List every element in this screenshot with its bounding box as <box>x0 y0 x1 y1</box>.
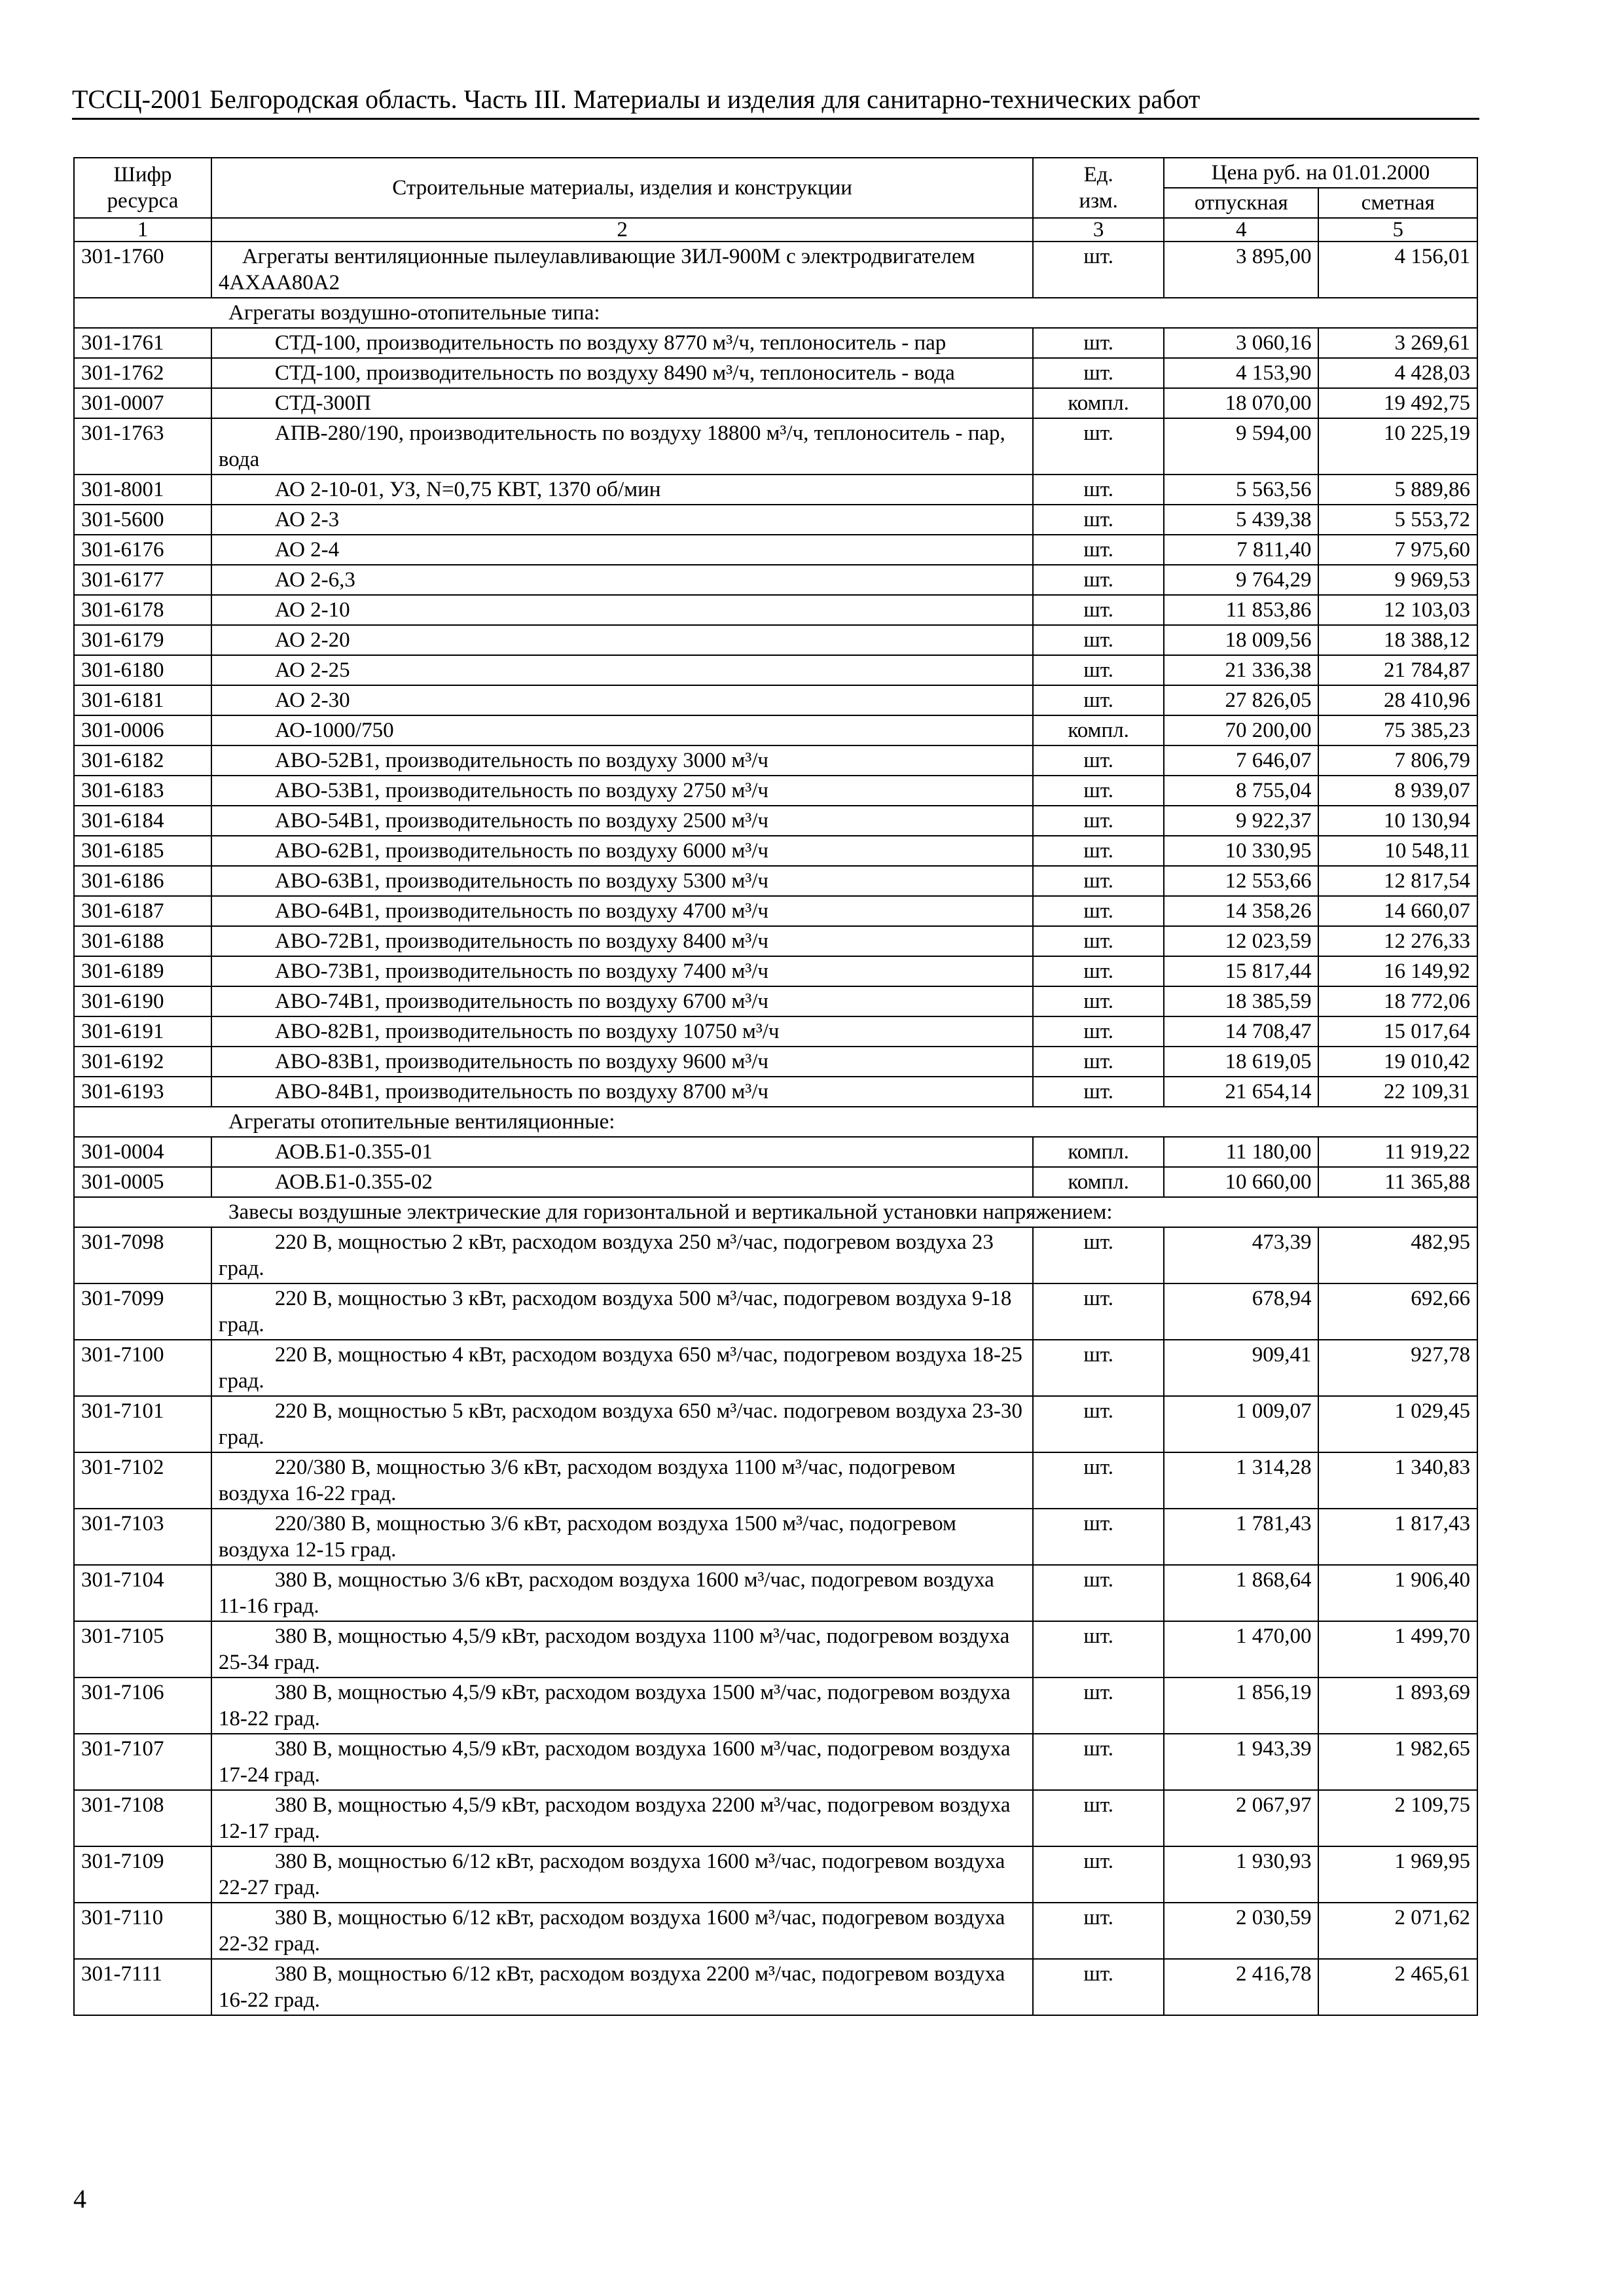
price-estimate: 2 109,75 <box>1318 1790 1477 1846</box>
price-estimate: 5 889,86 <box>1318 475 1477 505</box>
table-row <box>74 595 1477 625</box>
section-title: Агрегаты отопительные вентиляционные: <box>74 1107 1477 1137</box>
price-release: 1 470,00 <box>1164 1621 1318 1677</box>
resource-code: 301-6181 <box>74 685 211 715</box>
resource-code: 301-6192 <box>74 1047 211 1077</box>
price-release: 5 563,56 <box>1164 475 1318 505</box>
table-row <box>74 1734 1477 1790</box>
resource-code: 301-1760 <box>74 242 211 298</box>
price-estimate: 18 388,12 <box>1318 625 1477 655</box>
price-release: 1 856,19 <box>1164 1677 1318 1734</box>
header-price-estimate: сметная <box>1318 188 1477 218</box>
price-release: 12 553,66 <box>1164 866 1318 896</box>
resource-code: 301-6180 <box>74 655 211 685</box>
price-estimate: 11 919,22 <box>1318 1137 1477 1167</box>
price-release: 5 439,38 <box>1164 505 1318 535</box>
price-release: 3 895,00 <box>1164 242 1318 298</box>
resource-code: 301-7109 <box>74 1846 211 1903</box>
price-estimate: 1 817,43 <box>1318 1509 1477 1565</box>
price-release: 18 619,05 <box>1164 1047 1318 1077</box>
table-row <box>74 1959 1477 2015</box>
resource-code: 301-1762 <box>74 358 211 388</box>
price-estimate: 10 130,94 <box>1318 806 1477 836</box>
table-row <box>74 1227 1477 1283</box>
table-row <box>74 806 1477 836</box>
resource-code: 301-6187 <box>74 896 211 926</box>
unit: шт. <box>1033 475 1164 505</box>
price-release: 1 930,93 <box>1164 1846 1318 1903</box>
resource-name: АОВ.Б1-0.355-02 <box>211 1167 1033 1197</box>
resource-name: 220 В, мощностью 3 кВт, расходом воздуха 500 м³/час, подогревом воздуха 9-18 град. <box>211 1283 1033 1340</box>
table-row <box>74 535 1477 565</box>
table-row <box>74 896 1477 926</box>
unit: шт. <box>1033 1016 1164 1047</box>
unit: шт. <box>1033 986 1164 1016</box>
section-row <box>74 1197 1477 1227</box>
resource-name: 380 В, мощностью 6/12 кВт, расходом воздуха 1600 м³/час, подогревом воздуха 22-32 град. <box>211 1903 1033 1959</box>
price-release: 11 853,86 <box>1164 595 1318 625</box>
table-row <box>74 1509 1477 1565</box>
price-estimate: 7 806,79 <box>1318 745 1477 776</box>
table-row <box>74 685 1477 715</box>
price-estimate: 11 365,88 <box>1318 1167 1477 1197</box>
price-release: 4 153,90 <box>1164 358 1318 388</box>
resource-name: СТД-100, производительность по воздуху 8770 м³/ч, теплоноситель - пар <box>211 328 1033 358</box>
resource-code: 301-6189 <box>74 956 211 986</box>
header-unit-line2: изм. <box>1079 189 1118 213</box>
resource-code: 301-5600 <box>74 505 211 535</box>
section-title: Завесы воздушные электрические для горизонтальной и вертикальной установки напряжением: <box>74 1197 1477 1227</box>
price-release: 1 314,28 <box>1164 1452 1318 1509</box>
table-row <box>74 956 1477 986</box>
price-table-body <box>74 158 1477 2015</box>
resource-code: 301-6188 <box>74 926 211 956</box>
page-header: ТССЦ-2001 Белгородская область. Часть III. Материалы и изделия для санитарно-технических работ <box>72 84 1200 114</box>
price-estimate: 4 156,01 <box>1318 242 1477 298</box>
resource-code: 301-7107 <box>74 1734 211 1790</box>
unit: шт. <box>1033 1790 1164 1846</box>
price-release: 18 385,59 <box>1164 986 1318 1016</box>
price-release: 1 868,64 <box>1164 1565 1318 1621</box>
unit: компл. <box>1033 715 1164 745</box>
price-estimate: 28 410,96 <box>1318 685 1477 715</box>
unit: шт. <box>1033 685 1164 715</box>
resource-name: АВО-84В1, производительность по воздуху 8700 м³/ч <box>211 1077 1033 1107</box>
table-row <box>74 1283 1477 1340</box>
price-estimate: 19 492,75 <box>1318 388 1477 418</box>
unit: шт. <box>1033 565 1164 595</box>
price-release: 909,41 <box>1164 1340 1318 1396</box>
unit: шт. <box>1033 625 1164 655</box>
resource-name: 380 В, мощностью 4,5/9 кВт, расходом воздуха 2200 м³/час, подогревом воздуха 12-17 град. <box>211 1790 1033 1846</box>
resource-name: АВО-83В1, производительность по воздуху 9600 м³/ч <box>211 1047 1033 1077</box>
table-row <box>74 1621 1477 1677</box>
resource-name: 380 В, мощностью 6/12 кВт, расходом воздуха 1600 м³/час, подогревом воздуха 22-27 град. <box>211 1846 1033 1903</box>
unit: шт. <box>1033 1340 1164 1396</box>
table-row <box>74 1846 1477 1903</box>
price-estimate: 14 660,07 <box>1318 896 1477 926</box>
resource-name: АО 2-20 <box>211 625 1033 655</box>
resource-name: АВО-64В1, производительность по воздуху 4700 м³/ч <box>211 896 1033 926</box>
price-estimate: 927,78 <box>1318 1340 1477 1396</box>
price-estimate: 75 385,23 <box>1318 715 1477 745</box>
header-name: Строительные материалы, изделия и конструкции <box>211 158 1033 218</box>
unit: шт. <box>1033 1077 1164 1107</box>
unit: шт. <box>1033 535 1164 565</box>
table-row <box>74 565 1477 595</box>
price-release: 14 358,26 <box>1164 896 1318 926</box>
unit: шт. <box>1033 358 1164 388</box>
column-number: 5 <box>1318 218 1477 242</box>
price-estimate: 21 784,87 <box>1318 655 1477 685</box>
resource-name: 220/380 В, мощностью 3/6 кВт, расходом воздуха 1100 м³/час, подогревом воздуха 16-22 град. <box>211 1452 1033 1509</box>
table-row <box>74 1677 1477 1734</box>
table-row <box>74 505 1477 535</box>
unit: шт. <box>1033 776 1164 806</box>
price-release: 9 764,29 <box>1164 565 1318 595</box>
table-row <box>74 745 1477 776</box>
price-estimate: 1 340,83 <box>1318 1452 1477 1509</box>
resource-name: АО 2-10-01, УЗ, N=0,75 КВТ, 1370 об/мин <box>211 475 1033 505</box>
price-estimate: 1 029,45 <box>1318 1396 1477 1452</box>
unit: шт. <box>1033 1903 1164 1959</box>
resource-code: 301-7105 <box>74 1621 211 1677</box>
column-number-row <box>74 218 1477 242</box>
price-release: 15 817,44 <box>1164 956 1318 986</box>
price-estimate: 7 975,60 <box>1318 535 1477 565</box>
resource-name: АВО-82В1, производительность по воздуху 10750 м³/ч <box>211 1016 1033 1047</box>
resource-name: АВО-54В1, производительность по воздуху 2500 м³/ч <box>211 806 1033 836</box>
table-row <box>74 715 1477 745</box>
table-row <box>74 1340 1477 1396</box>
price-estimate: 12 817,54 <box>1318 866 1477 896</box>
price-release: 7 811,40 <box>1164 535 1318 565</box>
price-release: 473,39 <box>1164 1227 1318 1283</box>
table-row <box>74 358 1477 388</box>
header-price-release: отпускная <box>1164 188 1318 218</box>
price-estimate: 12 276,33 <box>1318 926 1477 956</box>
unit: шт. <box>1033 745 1164 776</box>
section-title: Агрегаты воздушно-отопительные типа: <box>74 298 1477 328</box>
resource-code: 301-6193 <box>74 1077 211 1107</box>
resource-code: 301-6186 <box>74 866 211 896</box>
resource-code: 301-7111 <box>74 1959 211 2015</box>
price-release: 27 826,05 <box>1164 685 1318 715</box>
price-estimate: 2 071,62 <box>1318 1903 1477 1959</box>
unit: шт. <box>1033 926 1164 956</box>
price-estimate: 1 982,65 <box>1318 1734 1477 1790</box>
price-release: 11 180,00 <box>1164 1137 1318 1167</box>
resource-name: Агрегаты вентиляционные пылеулавливающие ЗИЛ-900М с электродвигателем 4АХАА80А2 <box>211 242 1033 298</box>
resource-code: 301-7100 <box>74 1340 211 1396</box>
resource-code: 301-7102 <box>74 1452 211 1509</box>
table-row <box>74 1396 1477 1452</box>
header-code-line2: ресурса <box>107 189 179 213</box>
resource-name: 220 В, мощностью 4 кВт, расходом воздуха 650 м³/час, подогревом воздуха 18-25 град. <box>211 1340 1033 1396</box>
unit: шт. <box>1033 328 1164 358</box>
price-estimate: 4 428,03 <box>1318 358 1477 388</box>
resource-name: АО 2-6,3 <box>211 565 1033 595</box>
price-estimate: 12 103,03 <box>1318 595 1477 625</box>
price-estimate: 22 109,31 <box>1318 1077 1477 1107</box>
unit: шт. <box>1033 1509 1164 1565</box>
resource-name: 380 В, мощностью 3/6 кВт, расходом воздуха 1600 м³/час, подогревом воздуха 11-16 град. <box>211 1565 1033 1621</box>
resource-code: 301-6185 <box>74 836 211 866</box>
column-number: 3 <box>1033 218 1164 242</box>
price-release: 3 060,16 <box>1164 328 1318 358</box>
resource-name: АПВ-280/190, производительность по воздуху 18800 м³/ч, теплоноситель - пар, вода <box>211 418 1033 475</box>
table-row <box>74 1790 1477 1846</box>
table-row <box>74 1016 1477 1047</box>
price-release: 2 030,59 <box>1164 1903 1318 1959</box>
resource-code: 301-7099 <box>74 1283 211 1340</box>
resource-code: 301-8001 <box>74 475 211 505</box>
table-row <box>74 625 1477 655</box>
table-row <box>74 986 1477 1016</box>
header-price: Цена руб. на 01.01.2000 <box>1164 158 1477 188</box>
resource-name: АВО-53В1, производительность по воздуху 2750 м³/ч <box>211 776 1033 806</box>
resource-code: 301-7101 <box>74 1396 211 1452</box>
unit: шт. <box>1033 806 1164 836</box>
unit: шт. <box>1033 1565 1164 1621</box>
unit: шт. <box>1033 418 1164 475</box>
price-release: 9 594,00 <box>1164 418 1318 475</box>
unit: шт. <box>1033 505 1164 535</box>
resource-code: 301-6177 <box>74 565 211 595</box>
header-unit-line1: Ед. <box>1083 163 1113 187</box>
table-row <box>74 388 1477 418</box>
unit: шт. <box>1033 1677 1164 1734</box>
column-number: 4 <box>1164 218 1318 242</box>
resource-name: 220/380 В, мощностью 3/6 кВт, расходом воздуха 1500 м³/час, подогревом воздуха 12-15 град. <box>211 1509 1033 1565</box>
table-row <box>74 328 1477 358</box>
resource-code: 301-0007 <box>74 388 211 418</box>
unit: шт. <box>1033 1621 1164 1677</box>
price-release: 21 336,38 <box>1164 655 1318 685</box>
unit: компл. <box>1033 1137 1164 1167</box>
unit: шт. <box>1033 1734 1164 1790</box>
price-estimate: 2 465,61 <box>1318 1959 1477 2015</box>
price-estimate: 1 969,95 <box>1318 1846 1477 1903</box>
price-estimate: 10 548,11 <box>1318 836 1477 866</box>
unit: шт. <box>1033 242 1164 298</box>
resource-code: 301-6182 <box>74 745 211 776</box>
unit: шт. <box>1033 655 1164 685</box>
header-code-cell <box>74 158 211 218</box>
price-estimate: 19 010,42 <box>1318 1047 1477 1077</box>
resource-code: 301-0004 <box>74 1137 211 1167</box>
price-release: 10 330,95 <box>1164 836 1318 866</box>
resource-name: АО 2-30 <box>211 685 1033 715</box>
table-row <box>74 242 1477 298</box>
resource-name: 380 В, мощностью 4,5/9 кВт, расходом воздуха 1100 м³/час, подогревом воздуха 25-34 град. <box>211 1621 1033 1677</box>
resource-name: 380 В, мощностью 4,5/9 кВт, расходом воздуха 1500 м³/час, подогревом воздуха 18-22 град. <box>211 1677 1033 1734</box>
resource-code: 301-7106 <box>74 1677 211 1734</box>
price-estimate: 3 269,61 <box>1318 328 1477 358</box>
unit: шт. <box>1033 1047 1164 1077</box>
unit: шт. <box>1033 1452 1164 1509</box>
price-release: 2 067,97 <box>1164 1790 1318 1846</box>
column-number: 1 <box>74 218 211 242</box>
unit: шт. <box>1033 896 1164 926</box>
resource-code: 301-6191 <box>74 1016 211 1047</box>
resource-code: 301-6184 <box>74 806 211 836</box>
table-row <box>74 776 1477 806</box>
unit: компл. <box>1033 388 1164 418</box>
price-release: 8 755,04 <box>1164 776 1318 806</box>
table-row <box>74 1903 1477 1959</box>
section-row <box>74 1107 1477 1137</box>
price-estimate: 1 906,40 <box>1318 1565 1477 1621</box>
price-estimate: 10 225,19 <box>1318 418 1477 475</box>
price-table <box>73 157 1478 2016</box>
table-row <box>74 1137 1477 1167</box>
resource-name: АО 2-3 <box>211 505 1033 535</box>
price-estimate: 9 969,53 <box>1318 565 1477 595</box>
price-release: 12 023,59 <box>1164 926 1318 956</box>
resource-name: АВО-52В1, производительность по воздуху 3000 м³/ч <box>211 745 1033 776</box>
price-release: 1 009,07 <box>1164 1396 1318 1452</box>
unit: шт. <box>1033 1227 1164 1283</box>
table-row <box>74 418 1477 475</box>
unit: компл. <box>1033 1167 1164 1197</box>
resource-code: 301-7108 <box>74 1790 211 1846</box>
resource-name: АВО-63В1, производительность по воздуху 5300 м³/ч <box>211 866 1033 896</box>
resource-name: АВО-72В1, производительность по воздуху 8400 м³/ч <box>211 926 1033 956</box>
price-estimate: 1 893,69 <box>1318 1677 1477 1734</box>
resource-code: 301-0006 <box>74 715 211 745</box>
header-row-top <box>74 158 1477 188</box>
table-row <box>74 1452 1477 1509</box>
price-release: 21 654,14 <box>1164 1077 1318 1107</box>
price-estimate: 18 772,06 <box>1318 986 1477 1016</box>
price-release: 70 200,00 <box>1164 715 1318 745</box>
resource-code: 301-1761 <box>74 328 211 358</box>
unit: шт. <box>1033 836 1164 866</box>
price-estimate: 15 017,64 <box>1318 1016 1477 1047</box>
price-release: 10 660,00 <box>1164 1167 1318 1197</box>
price-release: 18 009,56 <box>1164 625 1318 655</box>
table-row <box>74 1565 1477 1621</box>
section-row <box>74 298 1477 328</box>
resource-name: АВО-62В1, производительность по воздуху 6000 м³/ч <box>211 836 1033 866</box>
resource-name: АВО-74В1, производительность по воздуху 6700 м³/ч <box>211 986 1033 1016</box>
price-estimate: 8 939,07 <box>1318 776 1477 806</box>
price-estimate: 5 553,72 <box>1318 505 1477 535</box>
header-code-line1: Шифр <box>113 163 172 187</box>
price-release: 18 070,00 <box>1164 388 1318 418</box>
unit: шт. <box>1033 1396 1164 1452</box>
unit: шт. <box>1033 595 1164 625</box>
table-row <box>74 866 1477 896</box>
header-unit-cell <box>1033 158 1164 218</box>
resource-name: АОВ.Б1-0.355-01 <box>211 1137 1033 1167</box>
page-number: 4 <box>73 2184 86 2214</box>
price-estimate: 1 499,70 <box>1318 1621 1477 1677</box>
resource-code: 301-7098 <box>74 1227 211 1283</box>
resource-name: АВО-73В1, производительность по воздуху 7400 м³/ч <box>211 956 1033 986</box>
price-release: 7 646,07 <box>1164 745 1318 776</box>
unit: шт. <box>1033 956 1164 986</box>
table-row <box>74 1167 1477 1197</box>
table-row <box>74 836 1477 866</box>
resource-name: АО 2-25 <box>211 655 1033 685</box>
resource-code: 301-7103 <box>74 1509 211 1565</box>
unit: шт. <box>1033 1959 1164 2015</box>
resource-name: СТД-300П <box>211 388 1033 418</box>
header-rule <box>72 118 1479 120</box>
table-row <box>74 655 1477 685</box>
price-release: 1 781,43 <box>1164 1509 1318 1565</box>
table-row <box>74 926 1477 956</box>
resource-code: 301-6178 <box>74 595 211 625</box>
resource-name: 380 В, мощностью 6/12 кВт, расходом воздуха 2200 м³/час, подогревом воздуха 16-22 град. <box>211 1959 1033 2015</box>
price-release: 1 943,39 <box>1164 1734 1318 1790</box>
column-number: 2 <box>211 218 1033 242</box>
table-row <box>74 1077 1477 1107</box>
resource-name: АО-1000/750 <box>211 715 1033 745</box>
unit: шт. <box>1033 866 1164 896</box>
resource-code: 301-7110 <box>74 1903 211 1959</box>
table-row <box>74 1047 1477 1077</box>
price-release: 2 416,78 <box>1164 1959 1318 2015</box>
resource-name: 380 В, мощностью 4,5/9 кВт, расходом воздуха 1600 м³/час, подогревом воздуха 17-24 град. <box>211 1734 1033 1790</box>
resource-code: 301-7104 <box>74 1565 211 1621</box>
price-estimate: 692,66 <box>1318 1283 1477 1340</box>
unit: шт. <box>1033 1283 1164 1340</box>
resource-code: 301-0005 <box>74 1167 211 1197</box>
price-estimate: 16 149,92 <box>1318 956 1477 986</box>
table-row <box>74 475 1477 505</box>
resource-name: СТД-100, производительность по воздуху 8490 м³/ч, теплоноситель - вода <box>211 358 1033 388</box>
price-release: 9 922,37 <box>1164 806 1318 836</box>
price-release: 14 708,47 <box>1164 1016 1318 1047</box>
resource-code: 301-1763 <box>74 418 211 475</box>
resource-name: АО 2-10 <box>211 595 1033 625</box>
price-release: 678,94 <box>1164 1283 1318 1340</box>
resource-code: 301-6183 <box>74 776 211 806</box>
resource-name: 220 В, мощностью 5 кВт, расходом воздуха 650 м³/час. подогревом воздуха 23-30 град. <box>211 1396 1033 1452</box>
unit: шт. <box>1033 1846 1164 1903</box>
resource-name: АО 2-4 <box>211 535 1033 565</box>
price-estimate: 482,95 <box>1318 1227 1477 1283</box>
resource-code: 301-6179 <box>74 625 211 655</box>
resource-name: 220 В, мощностью 2 кВт, расходом воздуха 250 м³/час, подогревом воздуха 23 град. <box>211 1227 1033 1283</box>
resource-code: 301-6176 <box>74 535 211 565</box>
resource-code: 301-6190 <box>74 986 211 1016</box>
